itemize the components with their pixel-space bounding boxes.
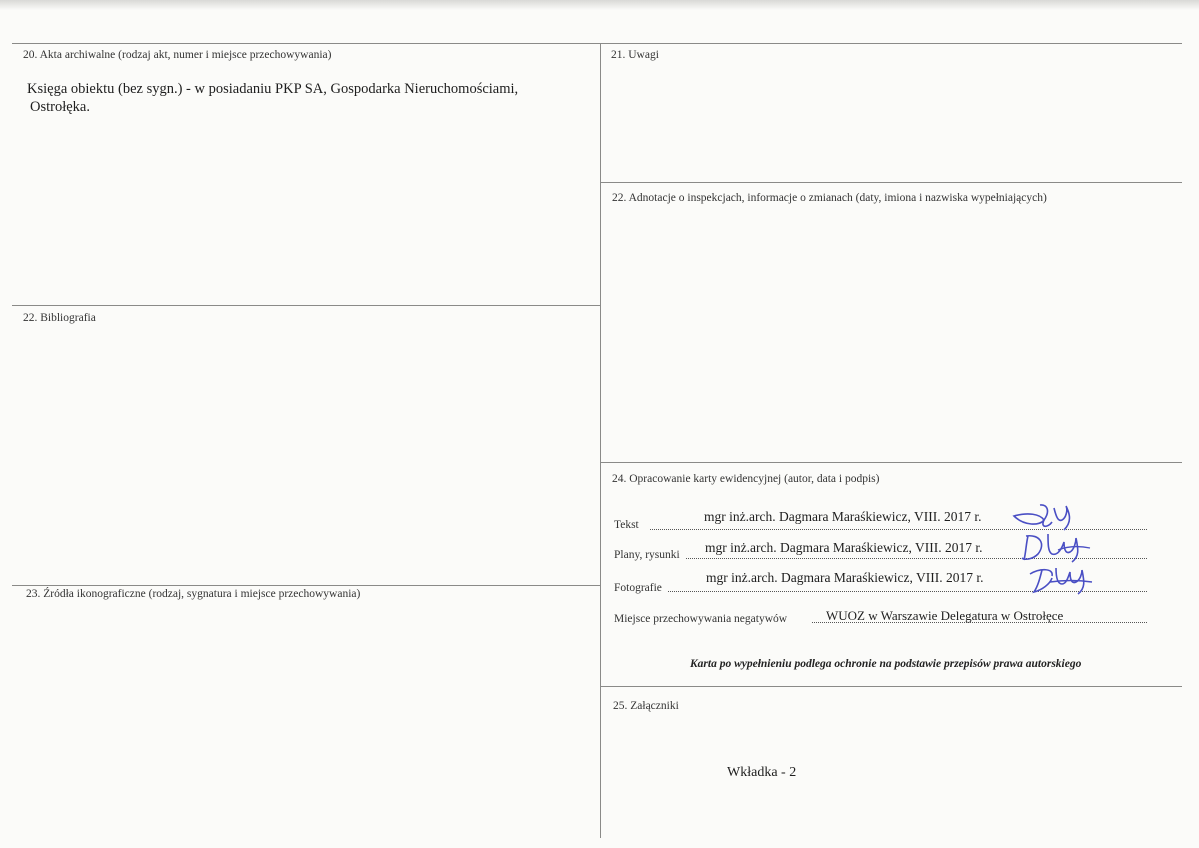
text-field-label: Tekst [614, 519, 639, 531]
bibliography-label: 22. Bibliografia [23, 312, 96, 324]
archival-label: 20. Akta archiwalne (rodzaj akt, numer i miejsce przechowywania) [23, 49, 332, 61]
plans-field-label: Plany, rysunki [614, 549, 680, 561]
signature-text [1010, 500, 1075, 532]
scan-top-edge [0, 0, 1199, 10]
archival-content-line1: Księga obiektu (bez sygn.) - w posiadaniu PKP SA, Gospodarka Nieruchomościami, [27, 81, 519, 97]
remarks-label: 21. Uwagi [611, 49, 659, 61]
negatives-field-label: Miejsce przechowywania negatywów [614, 613, 788, 625]
attachments-label: 25. Załączniki [613, 700, 679, 712]
iconographic-label: 23. Źródła ikonograficzne (rodzaj, sygnatura i miejsce przechowywania) [26, 588, 361, 600]
rule-right-2 [600, 462, 1182, 463]
archival-content-line2: Ostrołęka. [30, 99, 90, 115]
rule-left-2 [12, 585, 600, 586]
rule-right-3 [600, 686, 1182, 687]
plans-field-value: mgr inż.arch. Dagmara Maraśkiewicz, VIII. 2017 r. [705, 540, 983, 555]
column-divider [600, 43, 601, 838]
negatives-field-value: WUOZ w Warszawie Delegatura w Ostrołęce [826, 608, 1064, 623]
attachment-item: Wkładka - 2 [727, 765, 797, 780]
rule-left-1 [12, 305, 600, 306]
text-field-value: mgr inż.arch. Dagmara Maraśkiewicz, VIII. 2017 r. [704, 509, 982, 524]
copyright-notice: Karta po wypełnieniu podlega ochronie na podstawie przepisów prawa autorskiego [690, 658, 1082, 670]
photos-field-label: Fotografie [614, 582, 662, 594]
top-rule [12, 43, 1182, 44]
photos-field-value: mgr inż.arch. Dagmara Maraśkiewicz, VIII. 2017 r. [706, 570, 984, 585]
rule-right-1 [600, 182, 1182, 183]
signature-plans [1018, 530, 1093, 564]
card-preparation-label: 24. Opracowanie karty ewidencyjnej (autor, data i podpis) [612, 473, 880, 485]
signature-photos [1026, 562, 1096, 596]
inspections-label: 22. Adnotacje o inspekcjach, informacje o zmianach (daty, imiona i nazwiska wypełniających) [612, 192, 1047, 204]
